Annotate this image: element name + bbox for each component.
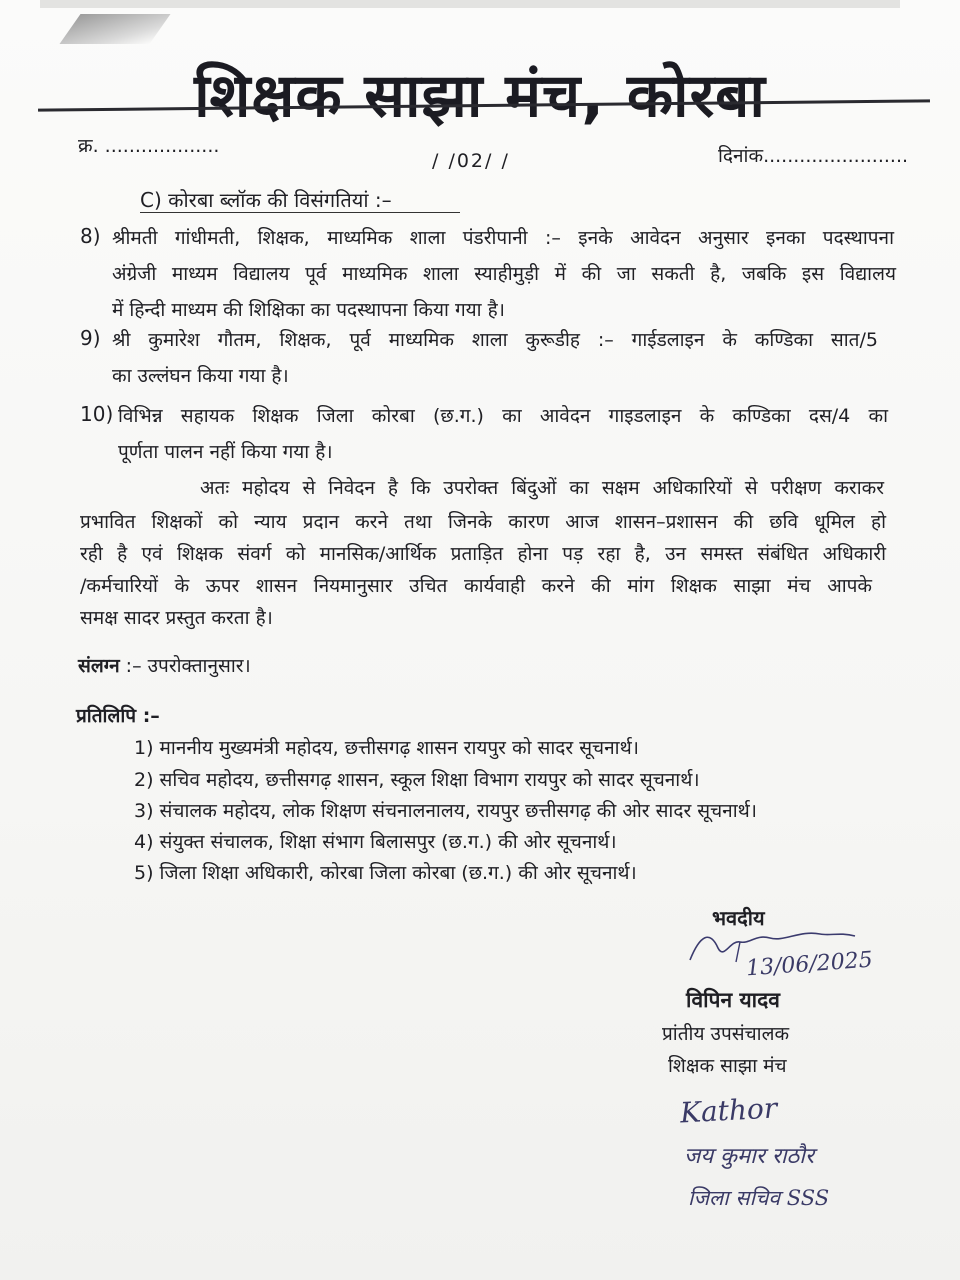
section-heading-underline: [140, 212, 460, 216]
item-line-text: विभिन्न सहायक शिक्षक जिला कोरबा (छ.ग.) का आवेदन गाइडलाइन के कण्डिका दस/4 का: [118, 405, 888, 427]
item-line-text: श्री कुमारेश गौतम, शिक्षक, पूर्व माध्यमिक शाला कुरूडीह :– गाईडलाइन के कण्डिका सात/5: [112, 329, 878, 351]
item-line-text: में हिन्दी माध्यम की शिक्षिका का पदस्थापना किया गया है।: [112, 299, 505, 321]
attachment-label: संलग्न: [78, 655, 120, 677]
request-line-text: प्रभावित शिक्षकों को न्याय प्रदान करने तथा जिनके कारण आज शासन–प्रशासन की छवि धूमिल हो: [80, 511, 886, 533]
section-heading: C) कोरबा ब्लॉक की विसंगतियां :–: [140, 188, 392, 212]
request-line-text: /कर्मचारियों के ऊपर शासन नियमानुसार उचित कार्यवाही करने की मांग शिक्षक साझा मंच आपके: [80, 575, 872, 597]
handwritten-date: 13/06/2025: [745, 947, 874, 982]
copies-heading: प्रतिलिपि :–: [76, 705, 160, 727]
reference-label: क्र. ...................: [78, 135, 220, 157]
item-line-text: अंग्रेजी माध्यम विद्यालय पूर्व माध्यमिक शाला स्याहीमुड़ी में की जा सकती है, जबकि इस विद्यालय: [112, 263, 896, 285]
reference-number: / /02/ /: [432, 150, 510, 172]
copy-item: 4) संयुक्त संचालक, शिक्षा संभाग बिलासपुर (छ.ग.) की ओर सूचनार्थ।: [134, 831, 617, 853]
item-line-text: पूर्णता पालन नहीं किया गया है।: [118, 441, 333, 463]
signatory-designation: प्रांतीय उपसंचालक: [662, 1023, 790, 1045]
copy-item: 3) संचालक महोदय, लोक शिक्षण संचनालनालय, रायपुर छत्तीसगढ़ की ओर सादर सूचनार्थ।: [134, 800, 757, 822]
item-number: 8): [80, 224, 101, 248]
request-line-text: अतः महोदय से निवेदन है कि उपरोक्त बिंदुओं का सक्षम अधिकारियों से परीक्षण कराकर: [200, 477, 884, 499]
second-signatory-name: जय कुमार राठौर: [684, 1144, 814, 1169]
copy-item: 2) सचिव महोदय, छत्तीसगढ़ शासन, स्कूल शिक्षा विभाग रायपुर को सादर सूचनार्थ।: [134, 769, 700, 791]
letterhead-title: शिक्षक साझा मंच, कोरबा: [194, 61, 766, 131]
attachment-line: [78, 652, 251, 678]
second-signatory-designation: जिला सचिव SSS: [688, 1186, 830, 1210]
item-line: [112, 224, 894, 250]
item-line: [118, 402, 888, 428]
request-line-text: समक्ष सादर प्रस्तुत करता है।: [80, 607, 273, 629]
page-top-edge: [40, 0, 900, 8]
request-line: [80, 508, 886, 534]
item-line-text: श्रीमती गांधीमती, शिक्षक, माध्यमिक शाला पंडरीपानी :– इनके आवेदन अनुसार इनका पदस्थापना: [112, 227, 894, 249]
item-line-text: का उल्लंघन किया गया है।: [112, 365, 289, 387]
signatory-name: विपिन यादव: [686, 988, 780, 1012]
closing-text: भवदीय: [712, 906, 765, 930]
request-line-text: रही है एवं शिक्षक संवर्ग को मानसिक/आर्थिक प्रताड़ित होना पड़ रहा है, उन समस्त संबंधित अधिकारी: [80, 543, 886, 565]
item-number: 9): [80, 326, 101, 350]
request-line: [80, 572, 872, 598]
request-line: [80, 540, 886, 566]
item-line: [112, 260, 896, 286]
page-fold-shadow: [59, 14, 170, 44]
copy-item: 1) माननीय मुख्यमंत्री महोदय, छत्तीसगढ़ शासन रायपुर को सादर सूचनार्थ।: [134, 737, 639, 759]
attachment-text: :– उपरोक्तानुसार।: [125, 655, 251, 677]
signatory-organization: शिक्षक साझा मंच: [668, 1055, 787, 1077]
request-line: [200, 474, 884, 500]
date-label: दिनांक........................: [718, 145, 909, 167]
item-line: [112, 326, 878, 352]
second-signature-scribble: Kathor: [679, 1091, 778, 1130]
copy-item: 5) जिला शिक्षा अधिकारी, कोरबा जिला कोरबा (छ.ग.) की ओर सूचनार्थ।: [134, 862, 637, 884]
item-number: 10): [80, 402, 114, 426]
